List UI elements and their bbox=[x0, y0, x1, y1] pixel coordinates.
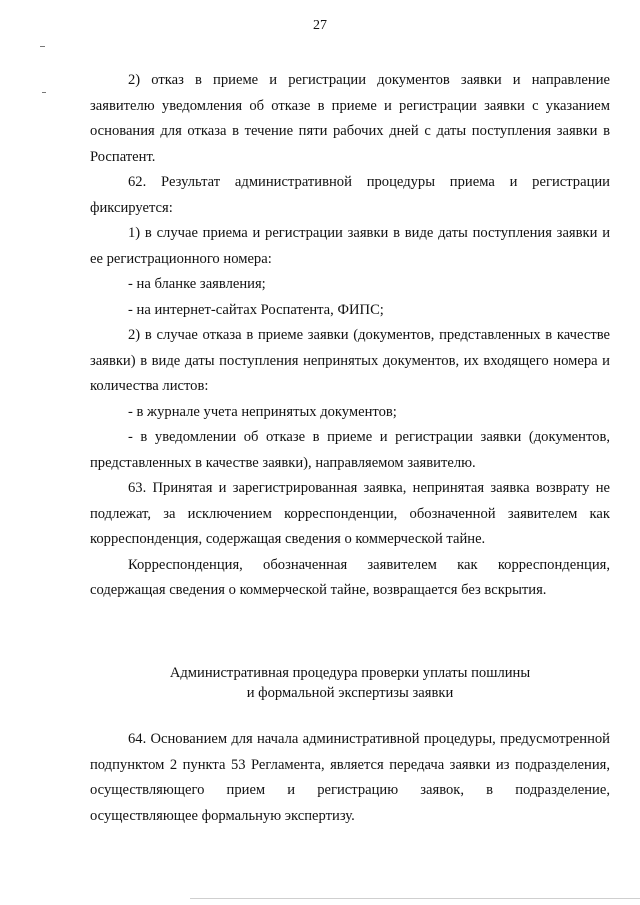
paragraph-63: 63. Принятая и зарегистрированная заявка, непринятая заявка возврату не подлежат, за исключением корреспонденции, обозначенной заявителем как корреспонденция, содержащая сведения о коммерческой тайне. bbox=[90, 480, 610, 547]
paragraph-63-correspondence: Корреспонденция, обозначенная заявителем как корреспонденция, содержащая сведения о коммерческой тайне, возвращается без вскрытия. bbox=[90, 556, 610, 598]
list-item-websites: - на интернет-сайтах Роспатента, ФИПС; bbox=[128, 301, 384, 318]
paragraph-64: 64. Основанием для начала административной процедуры, предусмотренной подпунктом 2 пункта 53 Регламента, является передача заявки из подразделения, осуществляющего прием и регистрацию заявок, в подразделение, осуществляющее формальную экспертизу. bbox=[90, 731, 610, 824]
paragraph-61-item-2: 2) отказ в приеме и регистрации документов заявки и направление заявителю уведомления об отказе в приеме и регистрации заявки с указанием основания для отказа в течение пяти рабочих дней с даты поступления заявки в Роспатент. bbox=[90, 72, 610, 165]
margin-mark bbox=[42, 92, 46, 93]
page-number: 27 bbox=[313, 18, 327, 33]
paragraph-62-item-1: 1) в случае приема и регистрации заявки в виде даты поступления заявки и ее регистрационного номера: bbox=[90, 225, 610, 267]
section-heading-line-2: и формальной экспертизы заявки bbox=[246, 685, 454, 701]
document-body bbox=[90, 68, 610, 604]
document-body-after-heading bbox=[90, 727, 610, 829]
list-item-notification: - в уведомлении об отказе в приеме и регистрации заявки (документов, представленных в качестве заявки), направляемом заявителю. bbox=[90, 429, 610, 471]
margin-mark bbox=[40, 46, 45, 47]
list-item-journal: - в журнале учета непринятых документов; bbox=[128, 403, 397, 420]
section-heading bbox=[90, 663, 610, 703]
list-item-application-form: - на бланке заявления; bbox=[128, 276, 266, 292]
scan-bottom-edge bbox=[190, 898, 640, 899]
paragraph-62: 62. Результат административной процедуры приема и регистрации фиксируется: bbox=[90, 174, 610, 216]
section-heading-line-1: Административная процедура проверки уплаты пошлины bbox=[169, 665, 531, 681]
paragraph-62-item-2: 2) в случае отказа в приеме заявки (документов, представленных в качестве заявки) в виде даты поступления непринятых документов, их входящего номера и количества листов: bbox=[90, 327, 610, 394]
